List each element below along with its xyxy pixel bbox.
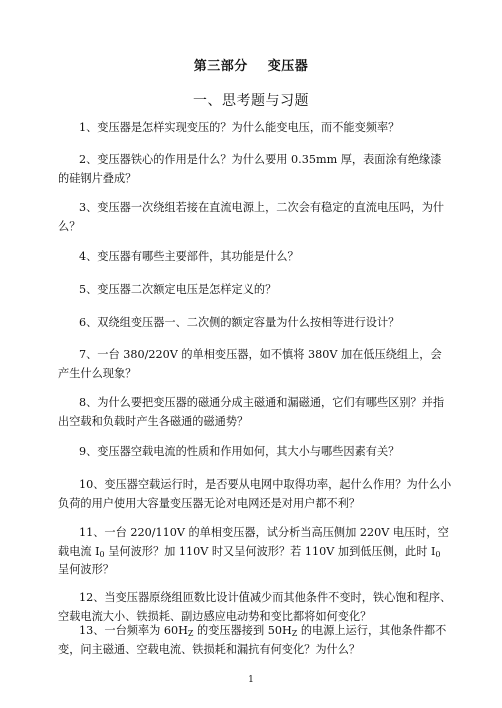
question-10: 10、变压器空载运行时，是否要从电网中取得功率，起什么作用？为什么小负荷的用户使用大容量变压器无论对电网还是对用户都不利？: [58, 478, 452, 510]
question-11: 11、一台 220/110V 的单相变压器，试分析当高压侧加 220V 电压时，空载电流 $I_0$ 呈何波形？加 110V 时又呈何波形？若 110V 加到低压侧，此时 $I_0$ 呈何波形？: [58, 526, 449, 576]
page-title: 第三部分 变压器: [193, 59, 309, 74]
question-3: 3、变压器一次绕组若接在直流电源上，二次会有稳定的直流电压吗，为什么？: [58, 201, 445, 233]
question-7: 7、一台 380/220V 的单相变压器，如不慎将 380V 加在低压绕组上，会产生什么现象？: [58, 348, 442, 380]
question-8: 8、为什么要把变压器的磁通分成主磁通和漏磁通，它们有哪些区别？并指出空载和负载时产生各磁通的磁通势？: [58, 396, 445, 428]
question-12: 12、当变压器原绕组匝数比设计值减少而其他条件不变时，铁心饱和程序、空载电流大小、铁损耗、副边感应电动势和变比都将如何变化？: [58, 591, 452, 623]
page-number: 1: [248, 675, 254, 685]
section-heading: 一、思考题与习题: [193, 93, 309, 109]
question-6: 6、双绕组变压器一、二次侧的额定容量为什么按相等进行设计？: [79, 316, 400, 329]
question-9: 9、变压器空载电流的性质和作用如何，其大小与哪些因素有关？: [79, 445, 400, 458]
question-13: 13、一台频率为 $60H_Z$ 的变压器接到 $50H_Z$ 的电源上运行，其他条件都不变，问主磁通、空载电流、铁损耗和漏抗有何变化？为什么？: [58, 624, 447, 656]
question-2: 2、变压器铁心的作用是什么？为什么要用 0.35mm 厚，表面涂有绝缘漆的硅钢片叠成？: [58, 153, 442, 185]
question-4: 4、变压器有哪些主要部件，其功能是什么？: [79, 250, 299, 263]
question-1: 1、变压器是怎样实现变压的？为什么能变电压，而不能变频率？: [79, 121, 400, 134]
question-5: 5、变压器二次额定电压是怎样定义的？: [79, 283, 277, 296]
